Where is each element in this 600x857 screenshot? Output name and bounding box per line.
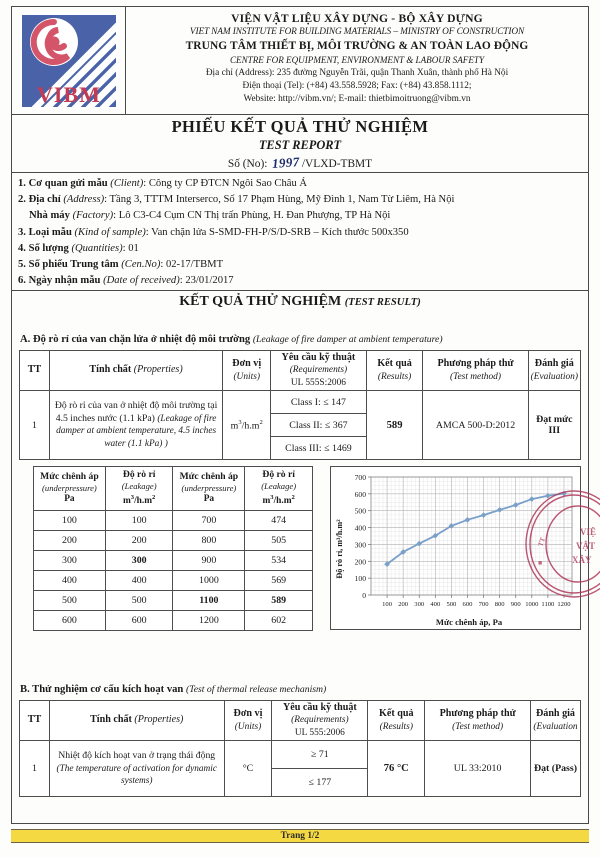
col-properties-vi: Tính chất xyxy=(90,714,132,726)
col-method-en: (Test method) xyxy=(452,721,504,732)
table-a-header-row xyxy=(20,351,581,391)
svg-text:200: 200 xyxy=(398,601,409,608)
table-b-header-row xyxy=(20,701,581,741)
cell-underpressure-1: 100 xyxy=(34,510,106,530)
center-name-en: CENTRE FOR EQUIPMENT, ENVIRONMENT & LABOUR SAFETY xyxy=(229,55,485,65)
col-requirements-vi: Yêu cầu kỹ thuật xyxy=(282,702,357,713)
website-line: Website: http://vibm.vn/; E-mail: thietbimoitruong@vibm.vn xyxy=(243,94,471,105)
cell-underpressure-1: 200 xyxy=(34,530,106,550)
table-b-row-1 xyxy=(20,741,581,769)
col-method-vi: Phương pháp thử xyxy=(437,358,514,370)
col-method xyxy=(425,701,531,741)
chart-x-axis-label: Mức chênh áp, Pa xyxy=(435,617,503,627)
cell-leakage-1: 200 xyxy=(105,530,173,550)
table-row xyxy=(34,570,313,590)
svg-text:100: 100 xyxy=(382,601,393,608)
info-label: 4. Số lượng xyxy=(18,242,69,254)
phone-line: Điện thoại (Tel): (+84) 43.558.5928; Fax: (+84) 43.858.1112; xyxy=(242,81,472,92)
col-evaluation-vi: Đánh giá xyxy=(535,708,575,720)
col-units xyxy=(224,701,272,741)
svg-text:1100: 1100 xyxy=(541,601,555,608)
cell-underpressure-2: 1100 xyxy=(173,590,245,610)
cell-unit: $m^3/h.m^2$ xyxy=(223,391,271,460)
cell-property xyxy=(49,741,224,797)
col-properties xyxy=(49,701,224,741)
info-value: : Lô C3-C4 Cụm CN Thị trấn Phùng, H. Đan Phượng, TP Hà Nội xyxy=(113,210,391,222)
svg-text:100: 100 xyxy=(354,574,366,584)
col-results-vi: Kết quả xyxy=(379,708,414,720)
col-evaluation-vi: Đánh giá xyxy=(534,358,574,370)
svg-text:500: 500 xyxy=(354,506,366,516)
info-label: 5. Số phiếu Trung tâm xyxy=(18,259,119,271)
sample-info-list xyxy=(18,176,584,289)
test-result-heading xyxy=(12,294,588,310)
info-value: : Tầng 3, TTTM Interserco, Số 17 Phạm Hùng, Mỹ Đình 1, Nam Từ Liêm, Hà Nội xyxy=(104,194,455,206)
leakage-chart xyxy=(330,466,581,630)
cell-leakage-2: 589 xyxy=(245,590,313,610)
info-value: : Công ty CP ĐTCN Ngôi Sao Châu Á xyxy=(143,178,308,189)
cell-method: UL 33:2010 xyxy=(425,741,531,797)
vibm-logo xyxy=(20,13,118,109)
cell-leakage-1: 400 xyxy=(105,570,173,590)
cell-method: AMCA 500-D:2012 xyxy=(423,391,528,460)
svg-text:600: 600 xyxy=(462,601,473,608)
table-row xyxy=(34,590,313,610)
info-row-address xyxy=(18,192,584,208)
cell-property-en: (Leakage of fire damper at ambient temperature, 4.5 inches water (1.1 kPa) ) xyxy=(56,413,217,449)
cell-requirement-class1: Class I: ≤ 147 xyxy=(271,391,367,414)
leakage-data-table xyxy=(33,466,313,631)
test-result-heading-vi: KẾT QUẢ THỬ NGHIỆM xyxy=(179,294,342,309)
col-requirements-std: UL 555:2006 xyxy=(294,727,345,738)
page-title: PHIẾU KẾT QUẢ THỬ NGHIỆM xyxy=(171,117,429,136)
col-results-en: (Results) xyxy=(377,371,412,382)
svg-text:VIỆ: VIỆ xyxy=(580,527,597,537)
cell-underpressure-2: 1200 xyxy=(173,610,245,630)
info-label-en: (Kind of sample) xyxy=(74,226,146,238)
info-row-center-no xyxy=(18,257,584,273)
col-results xyxy=(366,351,423,391)
address-line: Địa chỉ (Address): 235 đường Nguyễn Trãi, quận Thanh Xuân, thành phố Hà Nội xyxy=(205,68,509,78)
info-row-client xyxy=(18,176,584,192)
data-col-en: (underpressure) xyxy=(42,482,97,493)
info-label: 3. Loại mẫu xyxy=(18,226,72,238)
svg-text:VIBM: VIBM xyxy=(36,81,101,107)
svg-text:400: 400 xyxy=(430,601,441,608)
info-label: 1. Cơ quan gửi mẫu xyxy=(18,178,108,189)
svg-text:600: 600 xyxy=(354,489,366,499)
col-units xyxy=(223,351,271,391)
svg-text:0: 0 xyxy=(362,591,366,600)
col-evaluation-en: (Evaluation) xyxy=(530,371,578,382)
vibm-logo-icon xyxy=(20,13,118,109)
info-label-en: (Date of received) xyxy=(103,275,180,287)
col-results-en: (Results) xyxy=(379,721,413,732)
page-title-en: TEST REPORT xyxy=(258,138,342,152)
svg-text:■: ■ xyxy=(538,559,543,567)
report-number-suffix: /VLXD-TBMT xyxy=(301,158,373,170)
info-row-sample-kind xyxy=(18,225,584,241)
svg-text:400: 400 xyxy=(354,523,366,533)
col-requirements-en: (Requirements) xyxy=(291,715,349,726)
col-requirements xyxy=(271,351,367,391)
table-row xyxy=(34,550,313,570)
col-tt: TT xyxy=(20,701,50,741)
col-units-en: (Units) xyxy=(234,721,262,732)
cell-property-vi: Độ rò rỉ của van ở nhiệt độ môi trường tại 4.5 inches nước (1.1 kPa) xyxy=(54,400,218,424)
svg-text:700: 700 xyxy=(478,601,489,608)
svg-text:TT: TT xyxy=(536,536,548,548)
col-method-vi: Phương pháp thử xyxy=(439,708,516,720)
section-a-label-en: (Leakage of fire damper at ambient temperature) xyxy=(252,334,443,345)
info-label: 2. Địa chỉ xyxy=(18,194,61,206)
section-b-label-vi: B. Thử nghiệm cơ cấu kích hoạt van xyxy=(20,684,184,695)
svg-text:1200: 1200 xyxy=(557,601,571,608)
svg-text:300: 300 xyxy=(414,601,425,608)
data-col-en: (Leakage) xyxy=(261,480,297,491)
divider-top xyxy=(12,172,588,173)
document-header xyxy=(12,7,588,115)
test-result-heading-en: (TEST RESULT) xyxy=(344,297,421,308)
svg-text:500: 500 xyxy=(446,601,457,608)
svg-text:800: 800 xyxy=(494,601,505,608)
info-label-en: (Quantities) xyxy=(71,242,123,254)
svg-text:900: 900 xyxy=(510,601,521,608)
col-evaluation xyxy=(530,701,580,741)
cell-requirement-class2: Class II: ≤ 367 xyxy=(271,414,367,437)
cell-requirement-min: ≥ 71 xyxy=(272,741,368,769)
section-a-label-vi: A. Độ rò rỉ của van chặn lửa ở nhiệt độ môi trường xyxy=(20,334,251,345)
section-a-label xyxy=(20,334,443,345)
cell-tt: 1 xyxy=(20,391,50,460)
svg-text:200: 200 xyxy=(354,557,366,567)
org-name-vi: VIỆN VẬT LIỆU XÂY DỰNG - BỘ XÂY DỰNG xyxy=(231,12,483,25)
data-table-header-row xyxy=(34,467,313,511)
info-label: Nhà máy xyxy=(29,210,70,222)
cell-underpressure-1: 600 xyxy=(34,610,106,630)
cell-underpressure-2: 700 xyxy=(173,510,245,530)
cell-evaluation: Đạt mức III xyxy=(528,391,580,460)
cell-requirement-max: ≤ 177 xyxy=(272,769,368,797)
info-row-quantity xyxy=(18,241,584,257)
col-units-vi: Đơn vị xyxy=(232,358,262,370)
page-footer xyxy=(11,829,589,843)
col-requirements-en: (Requirements) xyxy=(289,365,348,376)
info-label-en: (Factory) xyxy=(72,210,114,222)
cell-property-vi: Nhiệt độ kích hoạt van ở trạng thái động xyxy=(58,750,216,762)
cell-leakage-2: 534 xyxy=(245,550,313,570)
data-col-vi: Độ rò rỉ xyxy=(262,469,295,480)
table-row xyxy=(34,530,313,550)
cell-leakage-1: 600 xyxy=(105,610,173,630)
col-requirements-vi: Yêu cầu kỹ thuật xyxy=(281,352,356,363)
col-results xyxy=(368,701,425,741)
cell-unit: °C xyxy=(224,741,272,797)
data-col-vi: Mức chênh áp xyxy=(179,471,239,483)
info-label: 6. Ngày nhận mẫu xyxy=(18,275,101,287)
data-col-unit: Pa xyxy=(64,494,75,505)
svg-text:XÂY: XÂY xyxy=(572,555,592,565)
cell-property-en: (The temperature of activation for dynamic systems) xyxy=(56,763,217,786)
cell-underpressure-1: 500 xyxy=(34,590,106,610)
col-tt: TT xyxy=(20,351,50,391)
chart-y-axis-label: Độ rò rỉ, m³/h.m² xyxy=(335,519,344,579)
report-number-value: 1997 xyxy=(271,154,301,171)
col-evaluation xyxy=(528,351,580,391)
svg-text:300: 300 xyxy=(354,540,366,550)
table-row xyxy=(34,610,313,630)
col-requirements xyxy=(272,701,368,741)
section-b-label xyxy=(20,684,326,695)
data-col-leakage-1 xyxy=(105,467,173,511)
cell-underpressure-1: 400 xyxy=(34,570,106,590)
data-col-vi: Độ rò rỉ xyxy=(122,469,156,480)
cell-tt: 1 xyxy=(20,741,50,797)
cell-leakage-2: 569 xyxy=(245,570,313,590)
col-units-en: (Units) xyxy=(233,371,260,382)
info-value: : 23/01/2017 xyxy=(179,275,234,287)
svg-text:1000: 1000 xyxy=(525,601,539,608)
svg-text:VẬT: VẬT xyxy=(576,541,596,551)
page-number-label: Trang 1/2 xyxy=(280,831,320,841)
cell-leakage-1: 300 xyxy=(105,550,173,570)
cell-leakage-1: 500 xyxy=(105,590,173,610)
table-a-row-1 xyxy=(20,391,581,414)
cell-underpressure-2: 900 xyxy=(173,550,245,570)
cell-property xyxy=(49,391,222,460)
col-method-en: (Test method) xyxy=(450,371,501,382)
table-section-a xyxy=(19,350,581,460)
cell-underpressure-1: 300 xyxy=(34,550,106,570)
cell-evaluation: Đạt (Pass) xyxy=(530,741,580,797)
col-properties-en: (Properties) xyxy=(133,364,183,376)
col-evaluation-en: (Evaluation xyxy=(533,721,578,732)
col-properties xyxy=(49,351,222,391)
cell-underpressure-2: 800 xyxy=(173,530,245,550)
organization-info xyxy=(126,7,588,114)
cell-leakage-1: 100 xyxy=(105,510,173,530)
col-requirements-std: UL 555S:2006 xyxy=(290,377,346,388)
info-row-factory xyxy=(18,208,584,224)
report-number-line xyxy=(12,154,588,173)
cell-requirement-class3: Class III: ≤ 1469 xyxy=(271,437,367,460)
section-b-label-en: (Test of thermal release mechanism) xyxy=(185,684,327,695)
info-value: : 01 xyxy=(122,242,139,254)
data-col-leakage-2 xyxy=(245,467,313,511)
report-title-block xyxy=(12,116,588,173)
center-name-vi: TRUNG TÂM THIẾT BỊ, MÔI TRƯỜNG & AN TOÀN LAO ĐỘNG xyxy=(185,40,529,52)
cell-underpressure-2: 1000 xyxy=(173,570,245,590)
cell-leakage-2: 505 xyxy=(245,530,313,550)
svg-text:700: 700 xyxy=(354,473,366,482)
data-col-vi: Mức chênh áp xyxy=(40,471,99,483)
divider-results xyxy=(12,290,588,291)
cell-result: 589 xyxy=(366,391,423,460)
col-results-vi: Kết quả xyxy=(377,358,412,370)
col-method xyxy=(423,351,528,391)
cell-leakage-2: 602 xyxy=(245,610,313,630)
table-section-b xyxy=(19,700,581,797)
info-label-en: (Address) xyxy=(63,194,105,206)
logo-cell xyxy=(12,7,126,114)
col-units-vi: Đơn vị xyxy=(233,708,263,720)
info-value: : Van chặn lửa S-SMD-FH-P/S/D-SRB – Kích thước 500x350 xyxy=(145,226,409,238)
data-col-en: (Leakage) xyxy=(121,480,157,491)
cell-leakage-2: 474 xyxy=(245,510,313,530)
data-col-en: (underpressure) xyxy=(181,482,237,493)
info-row-date-received xyxy=(18,273,584,289)
col-properties-en: (Properties) xyxy=(134,714,184,726)
data-col-underpressure-2 xyxy=(173,467,245,511)
info-label-en: (Cen.No) xyxy=(121,259,161,271)
data-col-unit: $m^3/h.m^2$ xyxy=(262,494,295,507)
info-label-en: (Client) xyxy=(110,178,144,189)
cell-result: 76 °C xyxy=(368,741,425,797)
data-col-unit: $m^3/h.m^2$ xyxy=(122,494,156,507)
info-value: : 02-17/TBMT xyxy=(160,259,224,271)
org-name-en: VIET NAM INSTITUTE FOR BUILDING MATERIALS – MINISTRY OF CONSTRUCTION xyxy=(189,27,525,37)
table-row xyxy=(34,510,313,530)
data-col-underpressure-1 xyxy=(34,467,106,511)
col-properties-vi: Tính chất xyxy=(89,364,132,376)
data-col-unit: Pa xyxy=(203,494,215,505)
report-number-prefix: Số (No): xyxy=(227,158,268,170)
leakage-chart-svg xyxy=(331,467,580,629)
